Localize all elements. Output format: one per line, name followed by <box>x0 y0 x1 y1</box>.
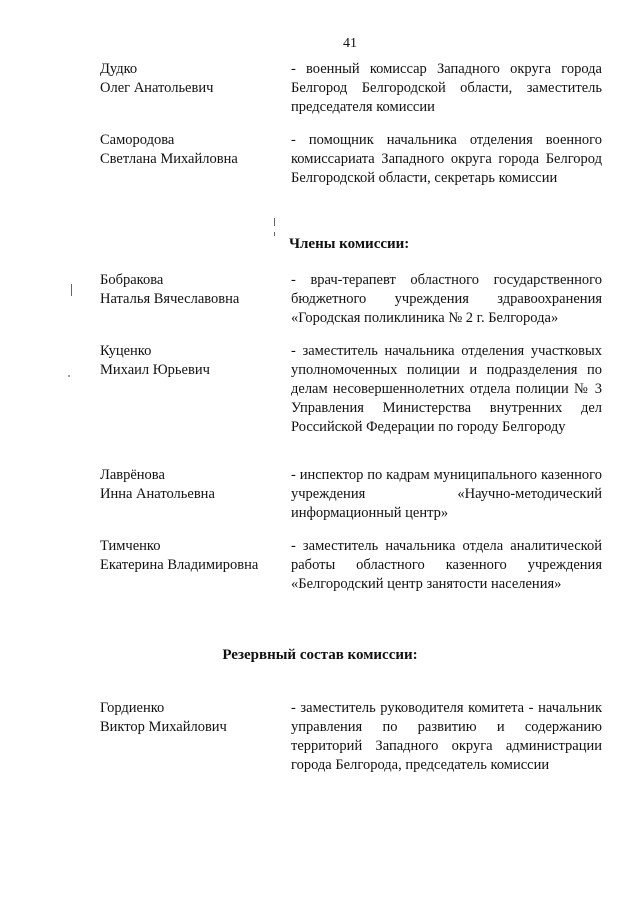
person-name <box>100 60 285 98</box>
person-surname: Тимченко <box>100 538 161 554</box>
person-surname: Самородова <box>100 132 175 148</box>
scan-mark <box>274 218 275 226</box>
members-heading: Члены комиссии: <box>289 236 410 252</box>
person-given-names: Олег Анатольевич <box>100 80 214 96</box>
person-name <box>100 537 285 575</box>
person-role: - военный комиссар Западного округа города Белгород Белгородской области, заместитель председателя комиссии <box>291 61 602 115</box>
person-surname: Дудко <box>100 61 138 77</box>
page-number: 41 <box>343 36 357 51</box>
person-name <box>100 131 285 169</box>
person-name <box>100 271 285 309</box>
person-given-names: Инна Анатольевна <box>100 486 215 502</box>
person-given-names: Наталья Вячеславовна <box>100 291 240 307</box>
person-role: - врач-терапевт областного государственного бюджетного учреждения здравоохранения «Городская поликлиника № 2 г. Белгорода» <box>291 272 602 326</box>
person-role: - помощник начальника отделения военного комиссариата Западного округа города Белгород Белгородской области, секретарь комиссии <box>291 132 602 186</box>
person-name <box>100 466 285 504</box>
person-role: - инспектор по кадрам муниципального казенного учреждения «Научно-методический информационный центр» <box>291 467 602 521</box>
person-surname: Бобракова <box>100 272 164 288</box>
person-given-names: Светлана Михайловна <box>100 151 238 167</box>
person-role: - заместитель начальника отдела аналитической работы областного казенного учреждения «Белгородский центр занятости населения» <box>291 538 602 592</box>
person-given-names: Виктор Михайлович <box>100 719 227 735</box>
scan-mark <box>68 375 70 377</box>
person-surname: Гордиенко <box>100 700 165 716</box>
person-given-names: Екатерина Владимировна <box>100 557 259 573</box>
reserve-heading: Резервный состав комиссии: <box>222 647 418 663</box>
scan-mark <box>71 284 72 296</box>
person-given-names: Михаил Юрьевич <box>100 362 210 378</box>
person-surname: Куценко <box>100 343 152 359</box>
person-role: - заместитель начальника отделения участковых уполномоченных полиции и подразделения по делам несовершеннолетних отдела полиции № 3 Управления Министерства внутренних дел Российской Федерации по городу Белгороду <box>291 343 602 435</box>
person-surname: Лаврёнова <box>100 467 165 483</box>
person-name <box>100 699 285 737</box>
person-name <box>100 342 285 380</box>
person-role: - заместитель руководителя комитета - начальник управления по развитию и содержанию территорий Западного округа администрации города Белгорода, председатель комиссии <box>291 700 602 773</box>
